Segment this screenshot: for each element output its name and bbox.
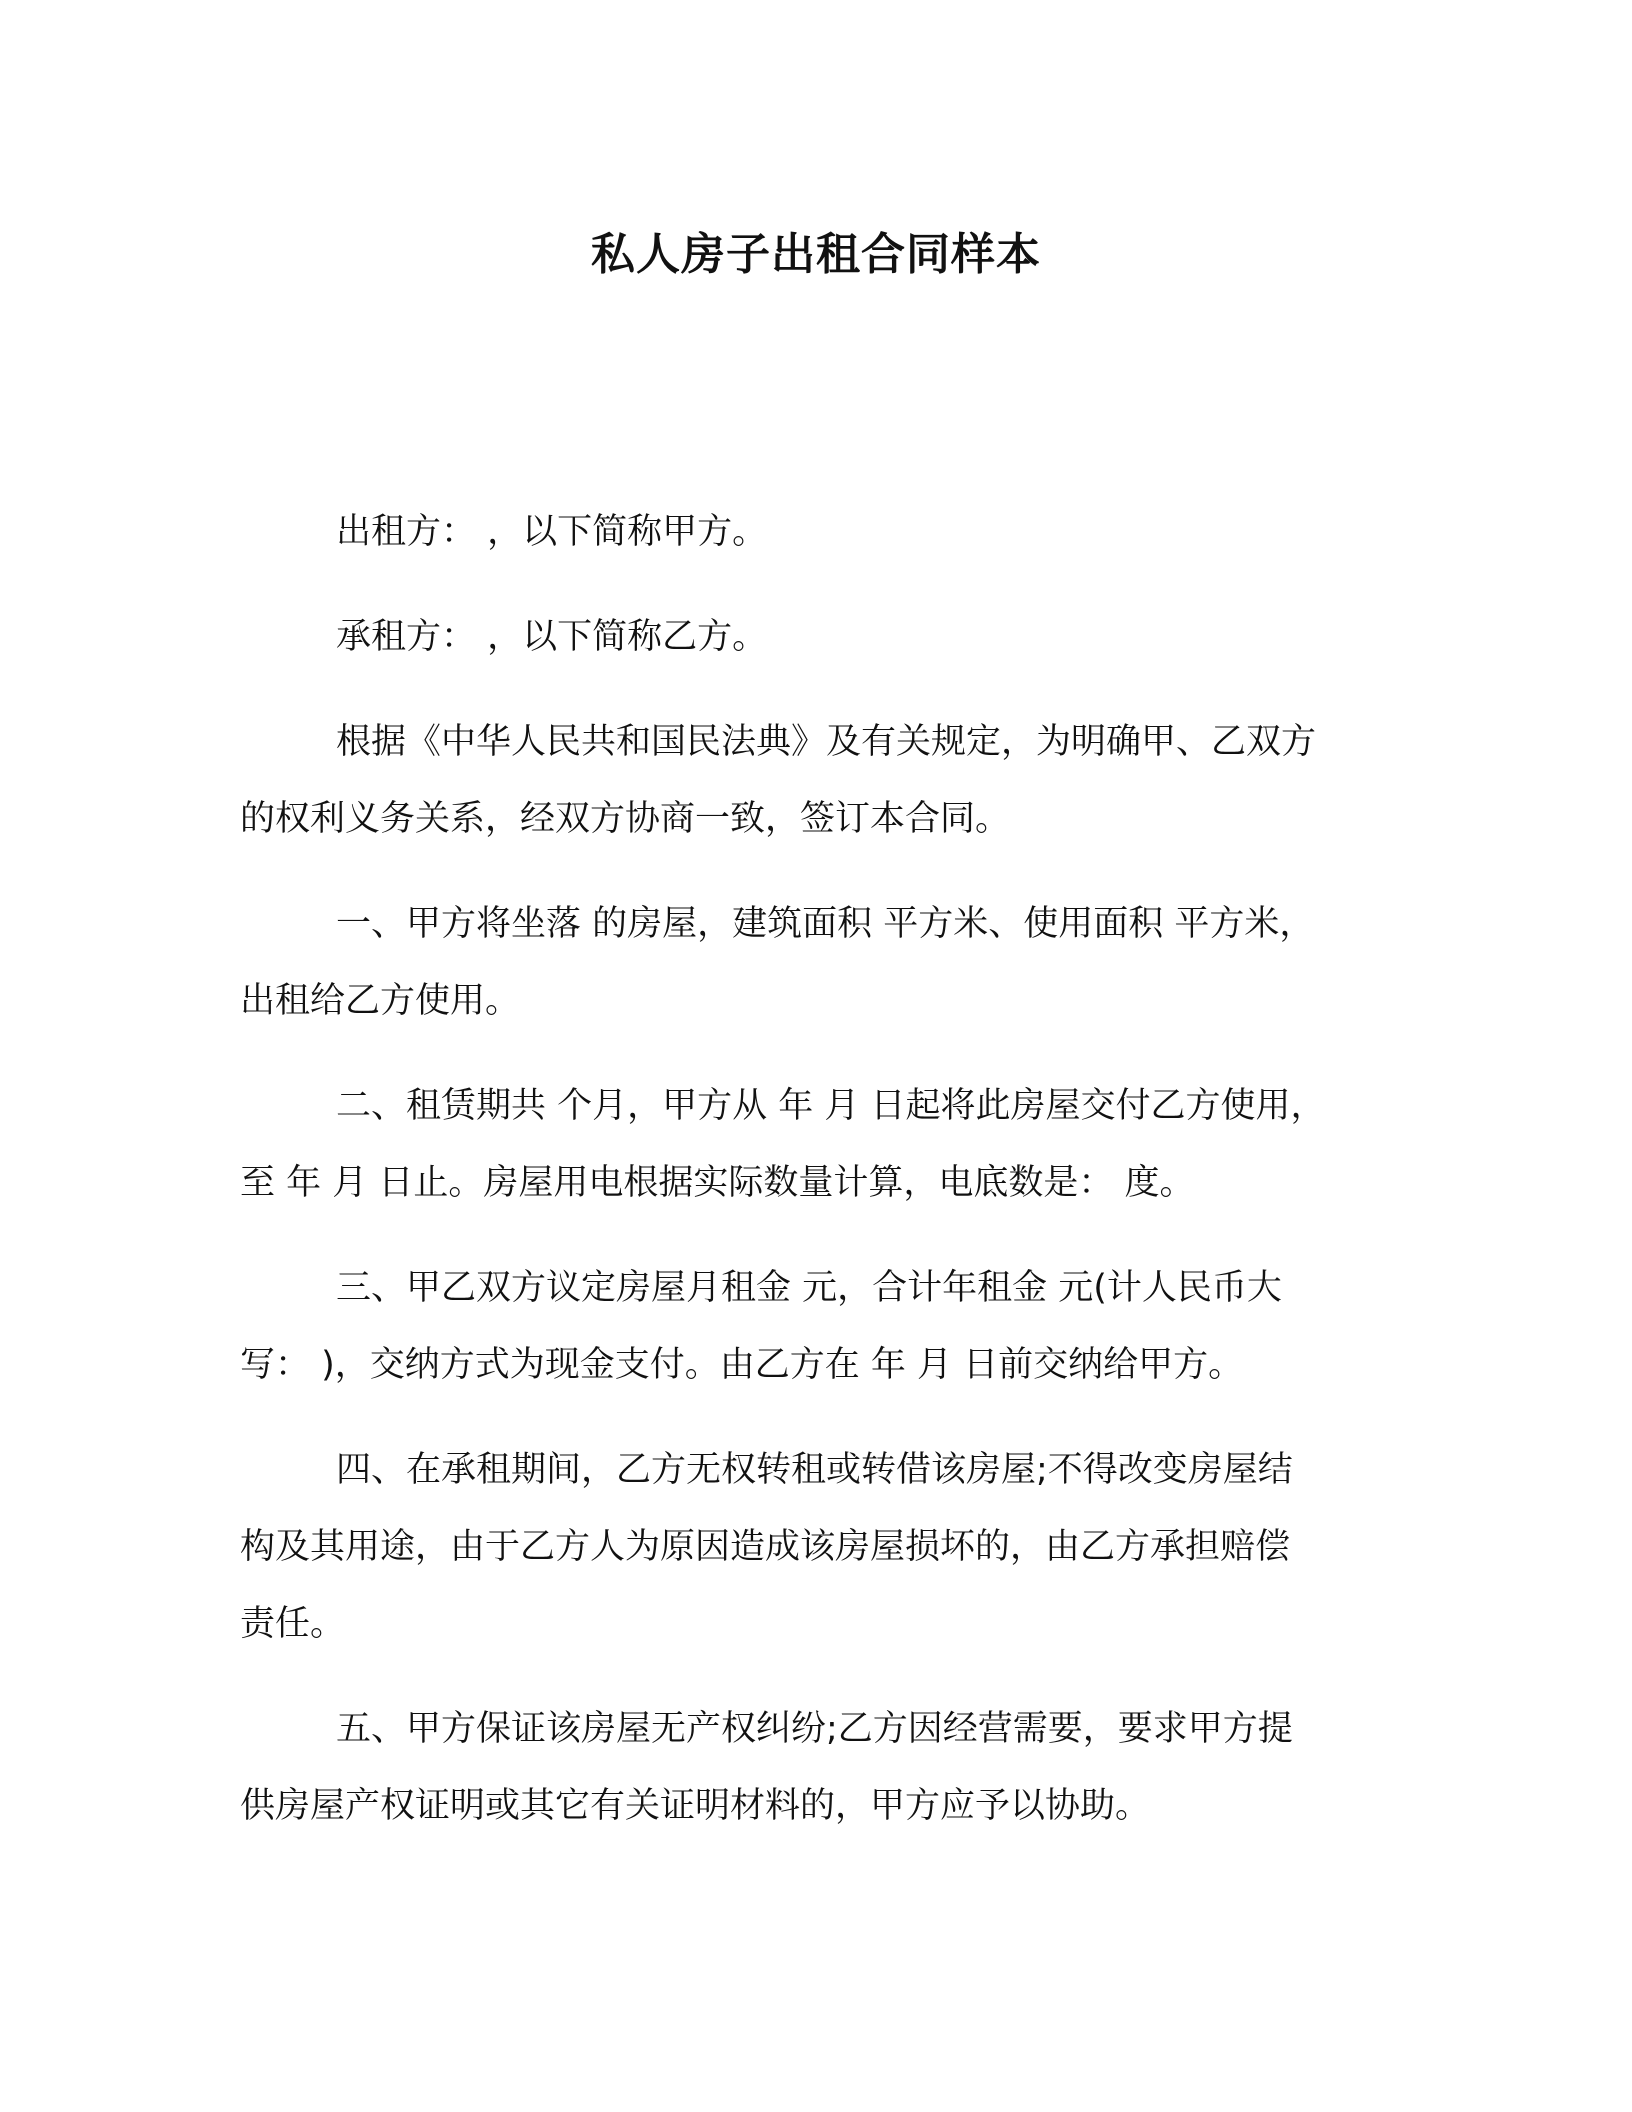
paragraph-line: 供房屋产权证明或其它有关证明材料的，甲方应予以协助。 bbox=[240, 1786, 1151, 1826]
paragraph-line: 出租方： ，以下简称甲方。 bbox=[336, 512, 768, 552]
paragraph-line: 三、甲乙双方议定房屋月租金 元，合计年租金 元(计人民币大 bbox=[336, 1268, 1282, 1308]
clause-4 bbox=[240, 1432, 1390, 1663]
paragraph-line: 至 年 月 日止。房屋用电根据实际数量计算，电底数是： 度。 bbox=[240, 1163, 1195, 1203]
document-title: 私人房子出租合同样本 bbox=[591, 229, 1041, 280]
paragraph-line: 写： )，交纳方式为现金支付。由乙方在 年 月 日前交纳给甲方。 bbox=[240, 1345, 1244, 1385]
paragraph-lessee bbox=[240, 599, 1390, 676]
clause-1 bbox=[240, 886, 1390, 1040]
clause-3 bbox=[240, 1250, 1390, 1404]
paragraph-line: 的权利义务关系，经双方协商一致，签订本合同。 bbox=[240, 799, 1011, 839]
clause-2 bbox=[240, 1068, 1390, 1222]
paragraph-line: 构及其用途，由于乙方人为原因造成该房屋损坏的，由乙方承担赔偿 bbox=[240, 1527, 1291, 1567]
paragraph-line: 出租给乙方使用。 bbox=[240, 981, 521, 1021]
paragraph-line: 五、甲方保证该房屋无产权纠纷;乙方因经营需要，要求甲方提 bbox=[336, 1709, 1293, 1749]
clause-5 bbox=[240, 1691, 1390, 1845]
document-body bbox=[240, 494, 1390, 1873]
paragraph-line: 二、租赁期共 个月，甲方从 年 月 日起将此房屋交付乙方使用， bbox=[336, 1086, 1326, 1126]
paragraph-line: 承租方： ，以下简称乙方。 bbox=[336, 617, 768, 657]
paragraph-line: 四、在承租期间，乙方无权转租或转借该房屋;不得改变房屋结 bbox=[336, 1450, 1293, 1490]
paragraph-line: 一、甲方将坐落 的房屋，建筑面积 平方米、使用面积 平方米， bbox=[336, 904, 1315, 944]
paragraph-lessor bbox=[240, 494, 1390, 571]
paragraph-preamble bbox=[240, 704, 1390, 858]
paragraph-line: 根据《中华人民共和国民法典》及有关规定，为明确甲、乙双方 bbox=[336, 722, 1317, 762]
paragraph-line: 责任。 bbox=[240, 1604, 346, 1644]
